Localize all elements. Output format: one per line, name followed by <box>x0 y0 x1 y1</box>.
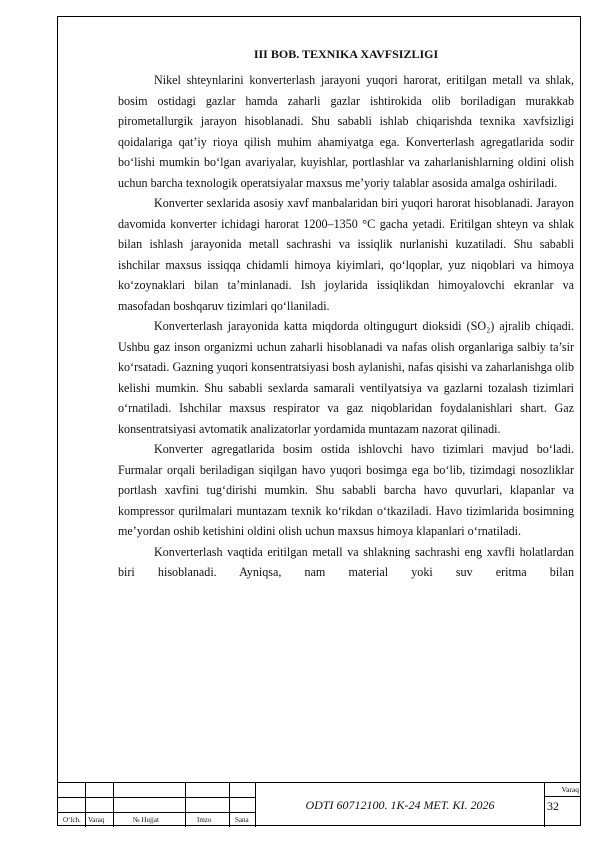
grid-line <box>57 812 255 813</box>
document-code: ODTI 60712100. 1K-24 MET. KI. 2026 <box>255 783 545 827</box>
paragraph-4-text: Konverter agregatlarida bosim ostida ishlovchi havo tizimlari mavjud bo‘ladi. Furmalar orqali beriladigan siqilgan havo yuqori bosimga ega bo‘lib, tizimdagi nosozliklar portlash xavfini tug‘dirishi mumkin. Shu sababli barcha havo quvurlari, klapanlar va kompressor qurilmalari muntazam texnik ko‘rikdan o‘tkaziladi. Havo tizimlarida bosimning me’yordan oshib ketishini oldini olish uchun maxsus himoya klapanlari o‘rnatiladi. <box>118 442 574 538</box>
paragraph-5-text: Konverterlash vaqtida eritilgan metall va shlakning sachrashi eng xavfli holatlardan biri hisoblanadi. Ayniqsa, nam material yoki suv eritma bilan <box>118 544 574 579</box>
paragraph-3 <box>118 316 574 439</box>
document-body <box>118 40 574 583</box>
paragraph-5 <box>118 542 574 583</box>
grid-line <box>185 783 186 827</box>
paragraph-2 <box>118 193 574 316</box>
title-block-grid <box>57 783 255 827</box>
paragraph-2-text: Konverter sexlarida asosiy xavf manbalaridan biri yuqori harorat hisoblanadi. Jarayon davomida konverter ichidagi harorat 1200–1350 °C gacha yetadi. Eritilgan shteyn va shlak bilan ishlash jarayonida metall sachrashi va issiqlik nurlanishi kuzatiladi. Shu sababli ishchilar maxsus issiqqa chidamli himoya kiyimlari, qo‘lqoplar, yuz niqoblari va himoya ko‘zoynaklari bilan ta’minlanadi. Ish joylarida issiqlikdan himoyalovchi ekranlar va masofadan boshqaruv tizimlari qo‘llaniladi. <box>118 196 574 313</box>
paragraph-4 <box>118 439 574 542</box>
grid-line <box>229 783 230 827</box>
chapter-heading: III BOB. TEXNIKA XAVFSIZLIGI <box>253 47 439 61</box>
grid-line <box>113 783 114 827</box>
label-sana: Sana <box>235 816 249 824</box>
paragraph-3-text: Konverterlash jarayonida katta miqdorda oltingugurt dioksidi (SO₂) ajralib chiqadi. Ushbu gaz inson organizmi uchun zaharli hisoblanadi va nafas olish organlariga salbiy ta’sir ko‘rsatadi. Gazning yuqori konsentratsiyasi bosh aylanishi, nafas qisishi va zaharlanishga olib kelishi mumkin. Shu sababli sexlarda samarali ventilyatsiya va gazlarni tozalash tizimlari o‘rnatiladi. Ishchilar maxsus respirator va gaz niqoblaridan foydalanishlari shart. Gaz konsentratsiyasi avtomatik analizatorlar yordamida muntazam nazorat qilinadi. <box>118 319 574 436</box>
label-olch: O‘lch. <box>63 816 81 824</box>
title-block <box>57 782 581 827</box>
page-number: 32 <box>547 799 559 813</box>
label-imzo: Imzo <box>197 816 212 824</box>
grid-line <box>85 783 86 827</box>
label-hujjat: № Hujjat <box>133 816 159 824</box>
label-varaq: Varaq <box>88 816 105 824</box>
grid-line <box>57 797 255 798</box>
paragraph-1 <box>118 70 574 193</box>
sheet-label: Varaq <box>545 783 581 797</box>
paragraph-1-text: Nikel shteynlarini konverterlash jarayoni yuqori harorat, eritilgan metall va shlak, bosim ostidagi gazlar hamda zaharli gazlar ishtirokida olib boriladigan murakkab pirometallurgik jarayon hisoblanadi. Shu sababli ishlab chiqarishda texnika xavfsizligi qoidalariga qat’iy rioya qilish muhim ahamiyatga ega. Konverterlash agregatlarida sodir bo‘lishi mumkin bo‘lgan avariyalar, kuyishlar, portlashlar va zaharlanishlarning oldini olish uchun barcha texnologik operatsiyalar maxsus me’yoriy talablar asosida amalga oshiriladi. <box>118 73 574 190</box>
